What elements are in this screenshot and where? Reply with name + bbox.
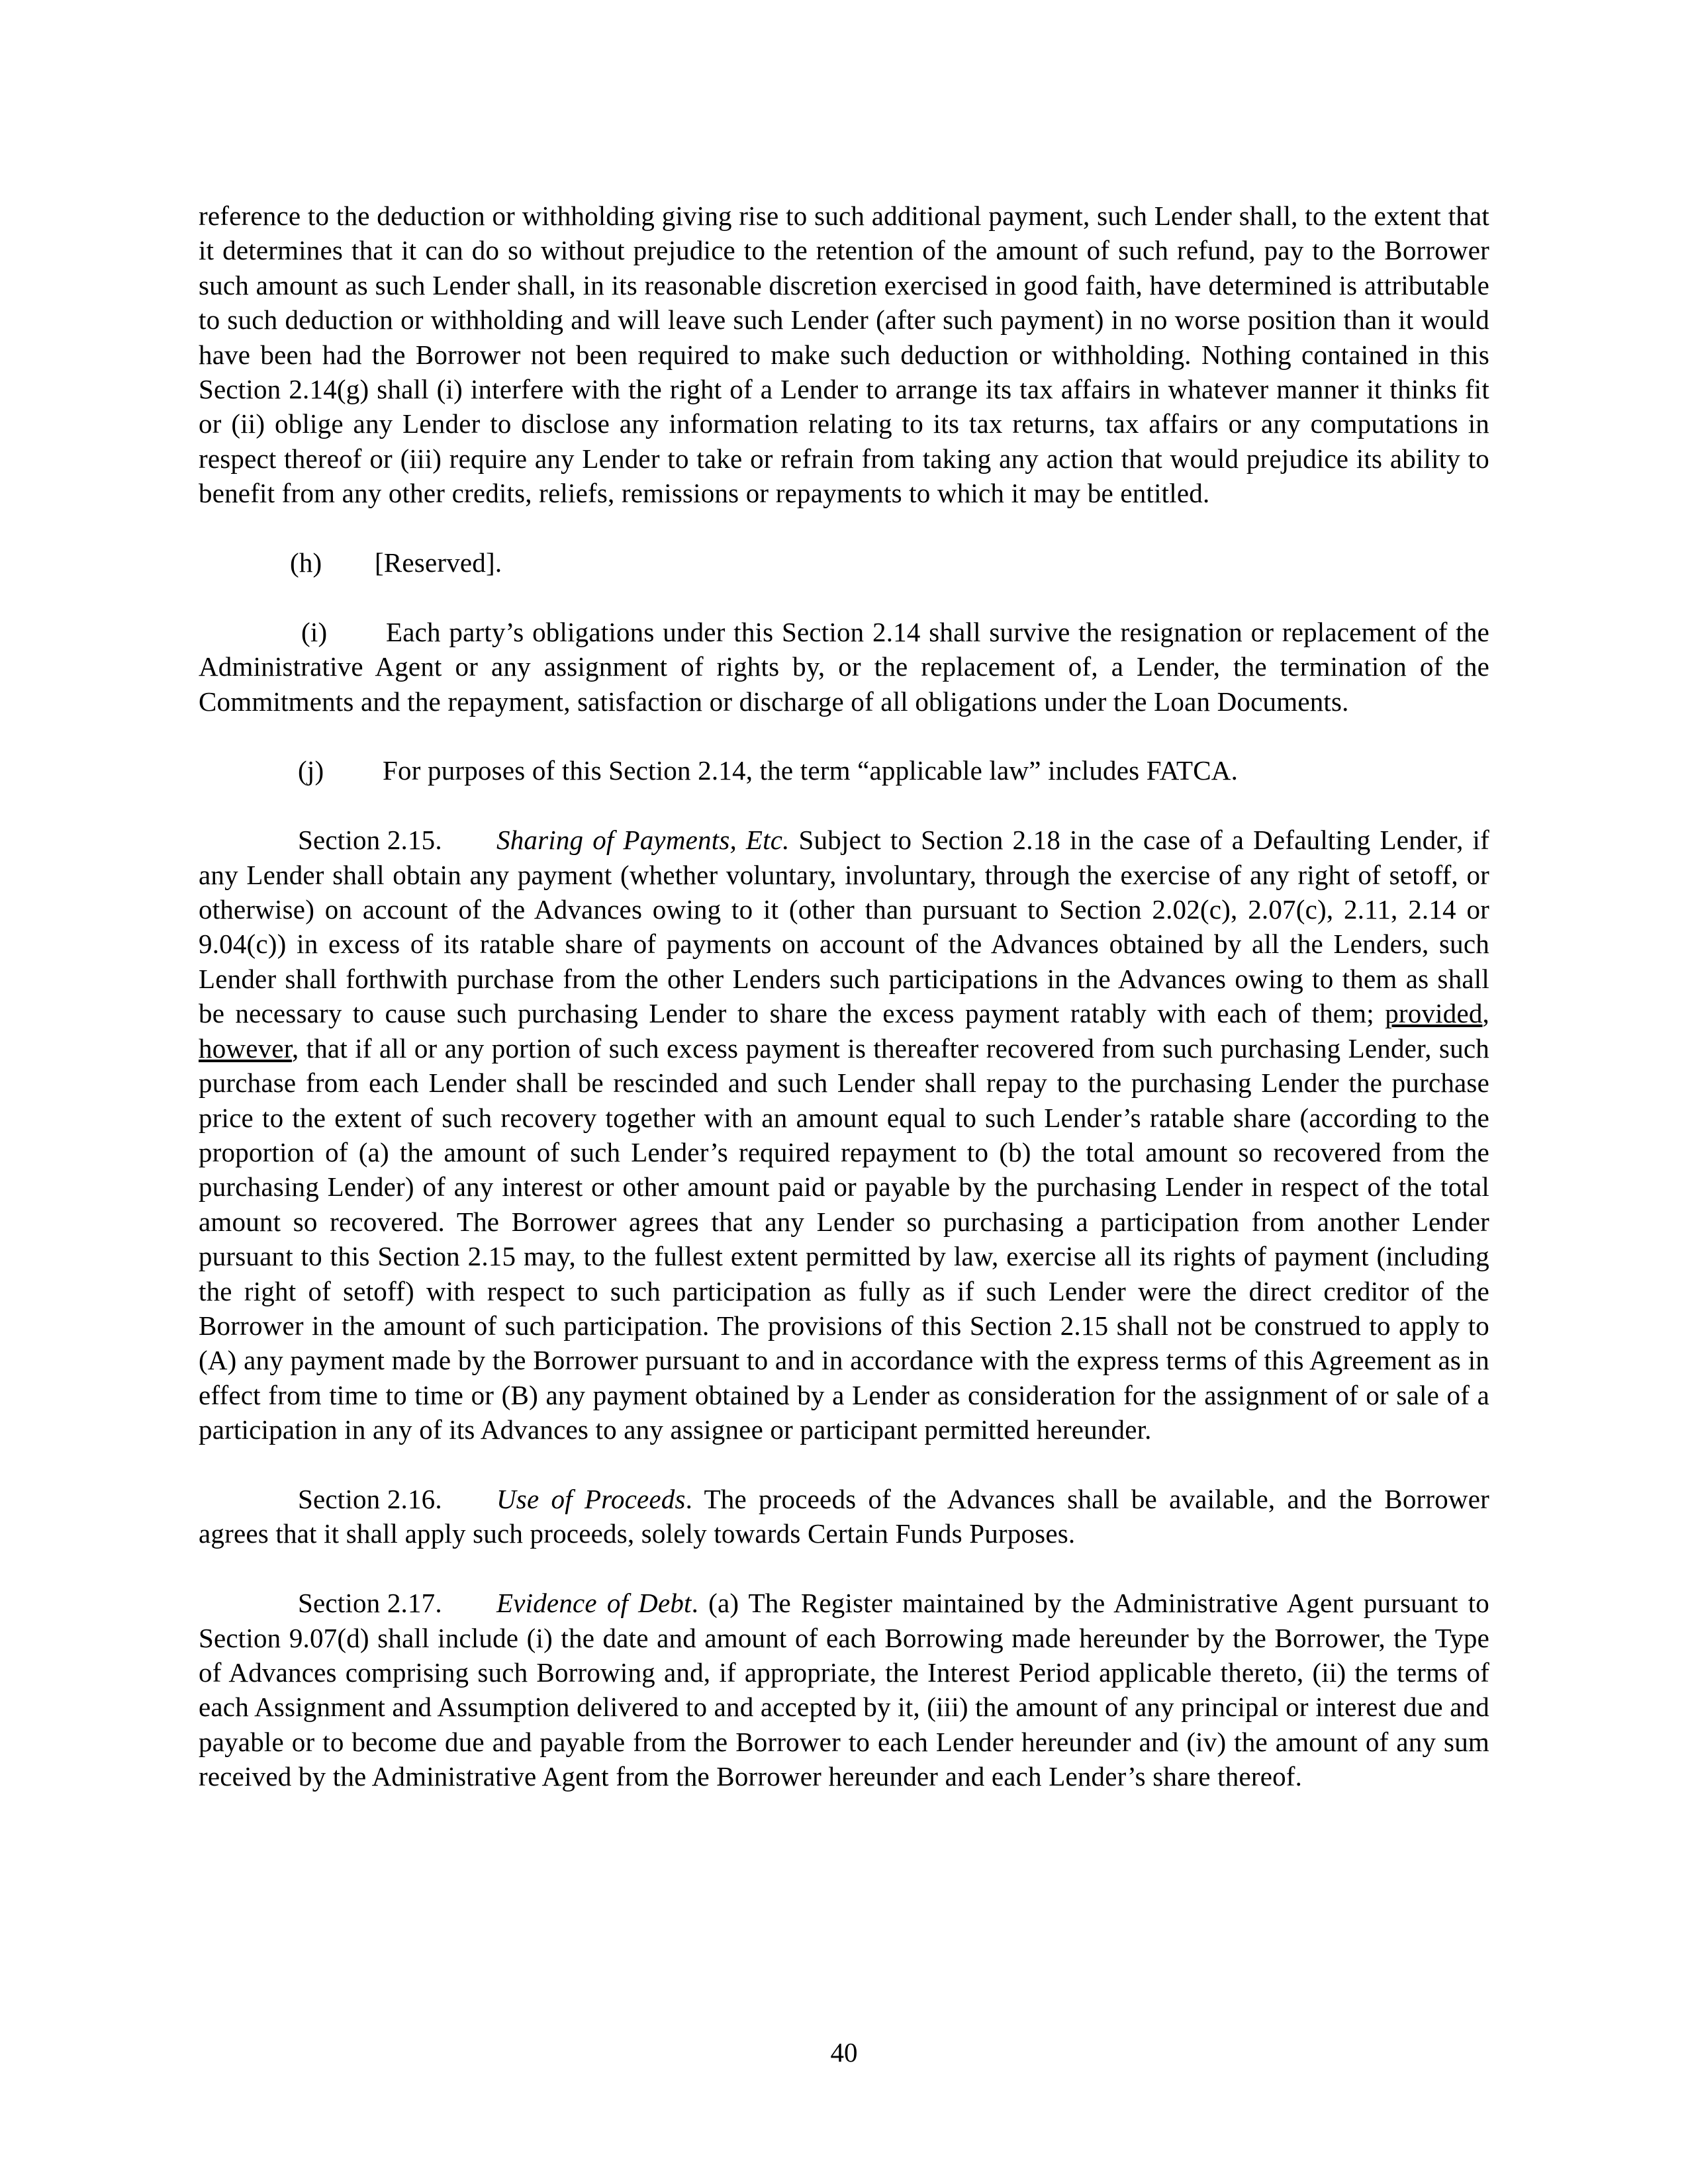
clause-i-text: Each party’s obligations under this Section 2.14 shall survive the resignation or replacement of the Administrative Agent or any assignment of rights by, or the replacement of, a Lender, the termination of the Commitments and the repayment, satisfaction or discharge of all obligations under the Loan Documents. <box>199 616 1489 717</box>
section-2-15 <box>199 823 1489 1447</box>
section-2-17-title: Evidence of Debt <box>496 1588 692 1619</box>
section-2-16-title: Use of Proceeds <box>496 1483 686 1514</box>
clause-j <box>199 753 1489 788</box>
section-2-15-text-after: , that if all or any portion of such excess payment is thereafter recovered from such purchasing Lender, such purchase from each Lender shall be rescinded and such Lender shall repay to the purchasing Lender the purchase price to the extent of such recovery together with an amount equal to such Lender’s ratable share (according to the proportion of (a) the amount of such Lender’s required repayment to (b) the total amount so recovered from the purchasing Lender) of any interest or other amount paid or payable by the purchasing Lender in respect of the total amount so recovered. The Borrower agrees that any Lender so purchasing a participation from another Lender pursuant to this Section 2.15 may, to the fullest extent permitted by law, exercise all its rights of payment (including the right of setoff) with respect to such participation as fully as if such Lender were the direct creditor of the Borrower in the amount of such participation. The provisions of this Section 2.15 shall not be construed to apply to (A) any payment made by the Borrower pursuant to and in accordance with the express terms of this Agreement as in effect from time to time or (B) any payment obtained by a Lender as consideration for the assignment of or sale of a participation in any of its Advances to any assignee or participant permitted hereunder. <box>199 1032 1489 1445</box>
document-page <box>199 199 1489 1794</box>
section-2-16-text: . The proceeds of the Advances shall be available, and the Borrower agrees that it shall apply such proceeds, solely towards Certain Funds Purposes. <box>199 1483 1489 1549</box>
section-2-15-comma: , <box>1482 998 1489 1029</box>
section-2-16-number: Section 2.16. <box>298 1483 442 1514</box>
clause-h-text: [Reserved]. <box>375 547 502 578</box>
clause-i-label: (i) <box>301 616 328 647</box>
section-2-17-text: . (a) The Register maintained by the Administrative Agent pursuant to Section 9.07(d) shall include (i) the date and amount of each Borrowing made hereunder by the Borrower, the Type of Advances comprising such Borrowing and, if appropriate, the Interest Period applicable thereto, (ii) the terms of each Assignment and Assumption delivered to and accepted by it, (iii) the amount of any principal or interest due and payable or to become due and payable from the Borrower to each Lender hereunder and (iv) the amount of any sum received by the Administrative Agent from the Borrower hereunder and each Lender’s share thereof. <box>199 1588 1489 1792</box>
continuation-paragraph: reference to the deduction or withholding giving rise to such additional payment, such Lender shall, to the extent that it determines that it can do so without prejudice to the retention of the amount of such refund, pay to the Borrower such amount as such Lender shall, in its reasonable discretion exercised in good faith, have determined is attributable to such deduction or withholding and will leave such Lender (after such payment) in no worse position than it would have been had the Borrower not been required to make such deduction or withholding. Nothing contained in this Section 2.14(g) shall (i) interfere with the right of a Lender to arrange its tax affairs in whatever manner it thinks fit or (ii) oblige any Lender to disclose any information relating to its tax returns, tax affairs or any computations in respect thereof or (iii) require any Lender to take or refrain from taking any action that would prejudice its ability to benefit from any other credits, reliefs, remissions or repayments to which it may be entitled. <box>199 201 1489 509</box>
section-2-15-title: Sharing of Payments, Etc. <box>496 825 790 856</box>
clause-h <box>199 545 1489 580</box>
clause-j-text: For purposes of this Section 2.14, the term “applicable law” includes FATCA. <box>383 755 1239 786</box>
page-number: 40 <box>830 2037 858 2068</box>
section-2-17 <box>199 1586 1489 1794</box>
section-2-16 <box>199 1482 1489 1551</box>
section-2-15-number: Section 2.15. <box>298 825 442 856</box>
clause-j-label: (j) <box>298 755 324 786</box>
clause-h-label: (h) <box>290 547 322 578</box>
section-2-15-text-before: Subject to Section 2.18 in the case of a Defaulting Lender, if any Lender shall obtain any payment (whether voluntary, involuntary, through the exercise of any right of setoff, or otherwise) on account of the Advances owing to it (other than pursuant to Section 2.02(c), 2.07(c), 2.11, 2.14 or 9.04(c)) in excess of its ratable share of payments on account of the Advances obtained by all the Lenders, such Lender shall forthwith purchase from the other Lenders such participations in the Advances owing to them as shall be necessary to cause such purchasing Lender to share the excess payment ratably with each of them; <box>199 825 1489 1029</box>
clause-i <box>199 615 1489 719</box>
section-2-15-however: however <box>199 1032 292 1064</box>
section-2-15-provided: provided <box>1385 998 1483 1029</box>
section-2-17-number: Section 2.17. <box>298 1588 442 1619</box>
